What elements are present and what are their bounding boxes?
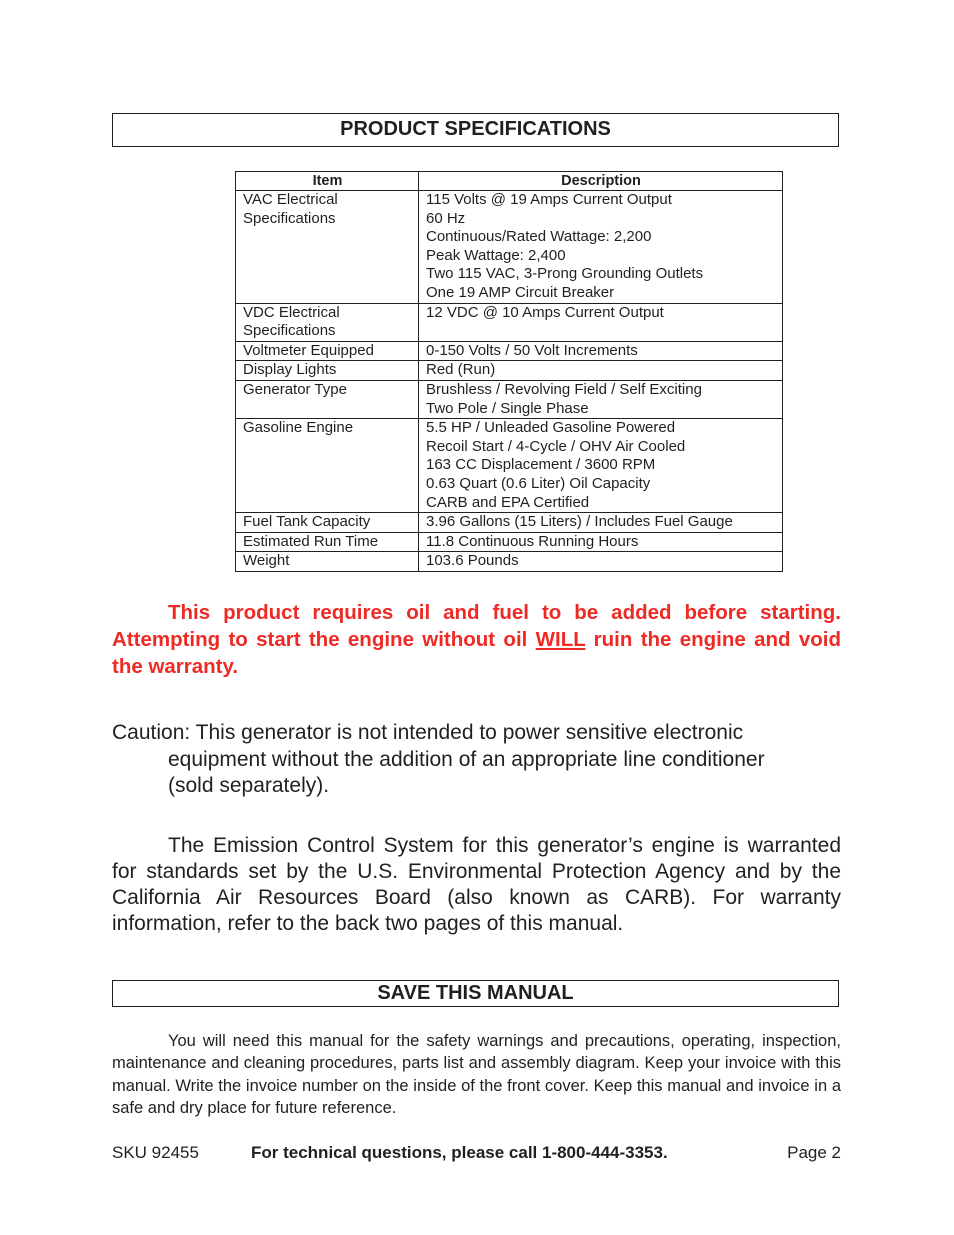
table-row	[236, 341, 783, 361]
page-number: Page 2	[787, 1143, 841, 1162]
sku-number: SKU 92455	[112, 1143, 199, 1162]
description-text: 60 Hz	[426, 209, 466, 227]
table-row	[236, 303, 783, 341]
table-row	[236, 191, 783, 304]
item-text: Specifications	[243, 322, 336, 340]
description-cell	[419, 303, 783, 341]
description-cell	[419, 361, 783, 381]
save-manual-paragraph: You will need this manual for the safety warnings and precautions, operating, inspection, maintenance and cleaning procedures, parts list and assembly diagram. Keep your invoice with this manual. Write the invoice number on the inside of the front cover. Keep this manual and invoice in a safe and dry place for future reference.	[112, 1032, 841, 1117]
description-text: Red (Run)	[426, 361, 496, 379]
table-row	[236, 513, 783, 533]
description-text: Peak Wattage: 2,400	[426, 246, 566, 264]
item-cell	[236, 552, 419, 572]
table-row	[236, 532, 783, 552]
table-header-row	[236, 172, 783, 191]
item-cell	[236, 513, 419, 533]
description-text: CARB and EPA Certified	[426, 493, 590, 511]
item-text: VDC Electrical	[243, 303, 340, 321]
item-cell	[236, 303, 419, 341]
description-text: 0-150 Volts / 50 Volt Increments	[426, 341, 638, 359]
description-text: Two 115 VAC, 3-Prong Grounding Outlets	[426, 265, 704, 283]
description-cell	[419, 513, 783, 533]
warning-text: This product requires oil and fuel to be added before starting. Attempting to start the engine without oil	[112, 601, 841, 651]
item-text: Weight	[243, 552, 290, 570]
description-cell	[419, 419, 783, 513]
item-text: Specifications	[243, 209, 336, 227]
emission-warranty-paragraph: The Emission Control System for this generator’s engine is warranted for standards set by the U.S. Environmental Protection Agency and by the California Air Resources Board (also known as CARB). For warranty information, refer to the back two pages of this manual.	[112, 834, 841, 935]
caution-first-line: Caution: This generator is not intended to power sensitive electronic	[112, 721, 744, 744]
product-specifications-heading: PRODUCT SPECIFICATIONS	[112, 113, 839, 147]
item-cell	[236, 419, 419, 513]
item-text: Fuel Tank Capacity	[243, 513, 371, 531]
caution-notice	[112, 720, 802, 800]
description-column-header: Description	[419, 172, 783, 191]
item-column-header: Item	[236, 172, 419, 191]
description-text: 0.63 Quart (0.6 Liter) Oil Capacity	[426, 474, 651, 492]
description-cell	[419, 380, 783, 418]
description-text: Recoil Start / 4-Cycle / OHV Air Cooled	[426, 437, 686, 455]
warning-emphasis: WILL	[535, 628, 586, 651]
item-text: Estimated Run Time	[243, 532, 379, 550]
description-text: Two Pole / Single Phase	[426, 399, 589, 417]
description-cell	[419, 191, 783, 304]
description-text: 3.96 Gallons (15 Liters) / Includes Fuel Gauge	[426, 513, 733, 531]
warning-text-end: ruin the engine and void the warranty.	[112, 628, 841, 678]
item-text: Gasoline Engine	[243, 419, 354, 437]
item-text: Generator Type	[243, 380, 347, 398]
save-manual-heading: SAVE THIS MANUAL	[112, 980, 839, 1007]
description-cell	[419, 341, 783, 361]
technical-questions-phone: For technical questions, please call 1-800-444-3353.	[251, 1143, 668, 1162]
specifications-table	[235, 171, 783, 572]
description-text: 115 Volts @ 19 Amps Current Output	[426, 191, 672, 208]
description-text: 5.5 HP / Unleaded Gasoline Powered	[426, 419, 676, 437]
caution-line: (sold separately).	[168, 774, 330, 797]
table-row	[236, 380, 783, 418]
table-row	[236, 361, 783, 381]
item-cell	[236, 361, 419, 381]
description-text: 12 VDC @ 10 Amps Current Output	[426, 303, 664, 321]
item-text: VAC Electrical	[243, 191, 338, 208]
item-cell	[236, 532, 419, 552]
description-text: Brushless / Revolving Field / Self Exciting	[426, 380, 702, 398]
item-cell	[236, 341, 419, 361]
description-cell	[419, 532, 783, 552]
item-text: Voltmeter Equipped	[243, 341, 374, 359]
item-cell	[236, 191, 419, 304]
item-text: Display Lights	[243, 361, 337, 379]
table-row	[236, 552, 783, 572]
description-text: Continuous/Rated Wattage: 2,200	[426, 228, 652, 246]
item-cell	[236, 380, 419, 418]
description-text: 11.8 Continuous Running Hours	[426, 532, 639, 550]
table-row	[236, 419, 783, 513]
caution-line: equipment without the addition of an appropriate line conditioner	[168, 747, 765, 771]
description-cell	[419, 552, 783, 572]
oil-fuel-warning	[112, 599, 841, 680]
description-text: 103.6 Pounds	[426, 552, 519, 570]
description-text: One 19 AMP Circuit Breaker	[426, 283, 615, 301]
description-text: 163 CC Displacement / 3600 RPM	[426, 456, 656, 474]
